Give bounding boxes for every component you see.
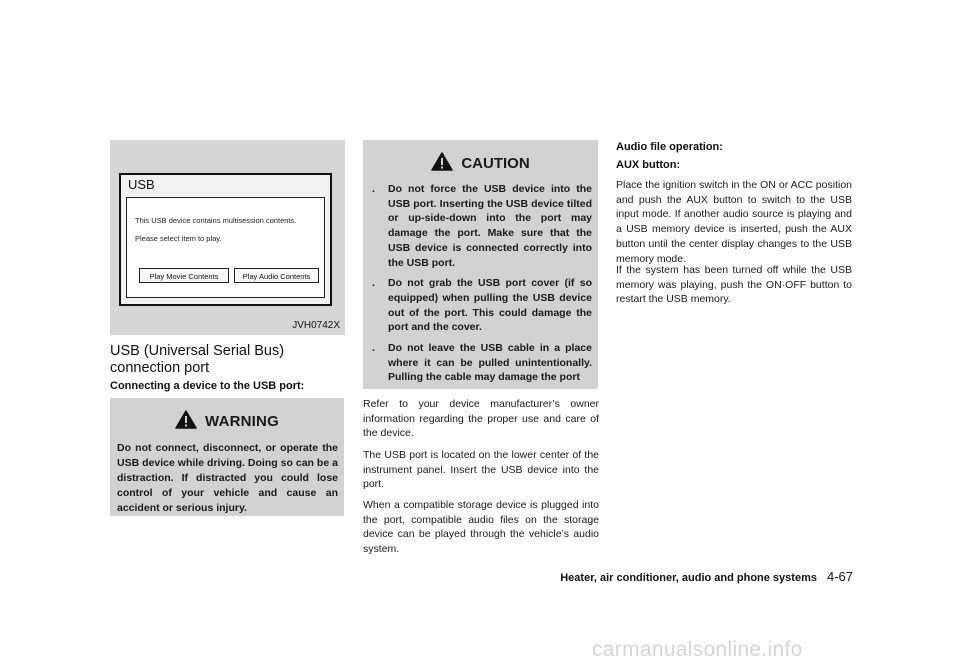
paragraph: The USB port is located on the lower center of the instrument panel. Insert the USB device into the port.	[363, 449, 599, 491]
play-movie-contents-button[interactable]: Play Movie Contents	[139, 268, 229, 283]
watermark: carmanualsonline.info	[592, 638, 803, 661]
heading-aux-button: AUX button:	[616, 159, 681, 171]
warning-text: Do not connect, disconnect, or operate the USB device while driving. Doing so can be a distraction. If distracted you could lose control of your vehicle and cause an accident or serious injury.	[117, 442, 338, 514]
heading-audio-file-operation: Audio file operation:	[616, 141, 723, 153]
page-number: 4-67	[826, 569, 853, 584]
list-item: . Do not leave the USB cable in a place where it can be pulled unintentionally. Pulling the cable may damage the port	[372, 342, 592, 384]
caution-box	[363, 140, 598, 389]
footer-chapter-title: Heater, air conditioner, audio and phone systems	[560, 572, 817, 584]
caution-heading	[363, 152, 598, 175]
warning-triangle-icon	[431, 152, 453, 175]
play-audio-contents-button[interactable]: Play Audio Contents	[234, 268, 319, 283]
dialog-prompt: Please select item to play.	[135, 234, 222, 243]
multisession-dialog	[126, 197, 325, 298]
list-item: . Do not force the USB device into the USB port. Inserting the USB device tilted or up-side-down into the port may damage the port. Make sure that the USB device is connected correctly into the USB port.	[372, 183, 592, 269]
usb-display-screen	[119, 173, 332, 306]
section-title: USB (Universal Serial Bus) connection port	[110, 343, 285, 376]
usb-screen-figure	[110, 140, 345, 335]
list-item: . Do not grab the USB port cover (if so equipped) when pulling the USB device out of the port. This could damage the port and the cover.	[372, 277, 592, 334]
page-footer	[527, 568, 853, 586]
figure-code: JVH0742X	[292, 320, 340, 331]
caution-list	[372, 182, 592, 391]
warning-title: WARNING	[205, 413, 279, 430]
dialog-message: This USB device contains multisession contents.	[135, 216, 297, 225]
paragraph: When a compatible storage device is plugged into the port, compatible audio files on the storage device can be played through the vehicle’s audio system.	[363, 499, 599, 556]
warning-box	[110, 398, 344, 516]
warning-triangle-icon	[175, 410, 197, 433]
paragraph: Place the ignition switch in the ON or ACC position and push the AUX button to switch to the USB input mode. If another audio source is playing and a USB memory device is inserted, push the AUX button until the center display changes to the USB memory mode.	[616, 179, 852, 265]
paragraph: If the system has been turned off while the USB memory was playing, push the ON·OFF button to restart the USB memory.	[616, 264, 852, 306]
screen-title: USB	[128, 177, 155, 192]
subheading-connecting: Connecting a device to the USB port:	[110, 380, 305, 392]
warning-heading	[110, 410, 344, 433]
caution-title: CAUTION	[461, 155, 530, 172]
paragraph: Refer to your device manufacturer’s owner information regarding the proper use and care of the device.	[363, 398, 599, 440]
